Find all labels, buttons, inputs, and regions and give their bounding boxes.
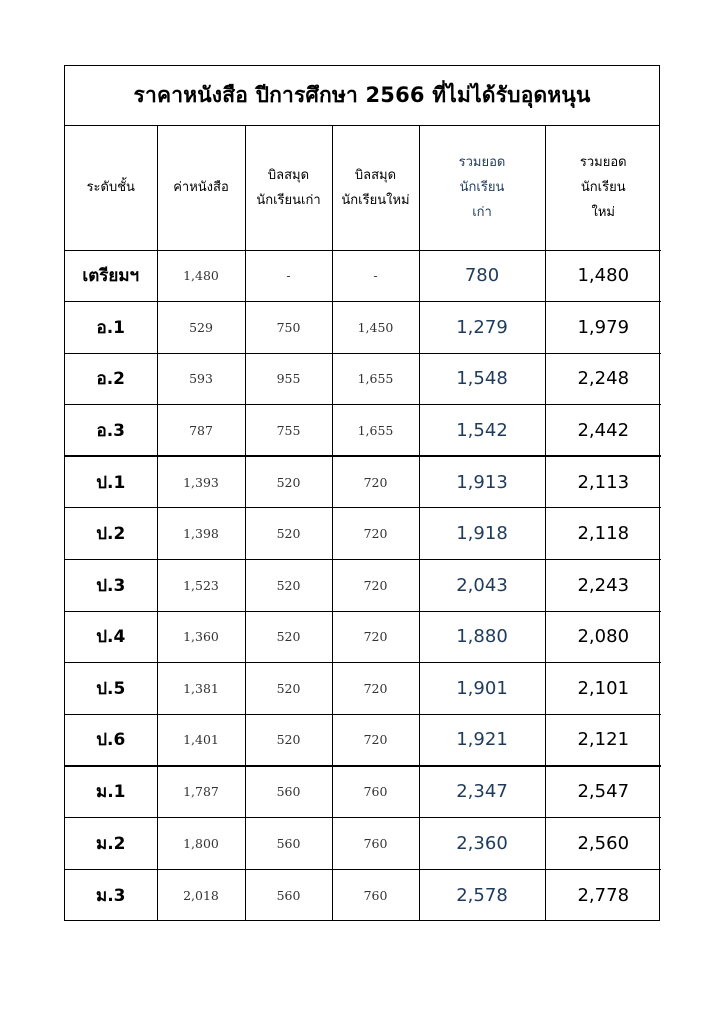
header-total-old: รวมยอด นักเรียน เก่า [419, 126, 545, 250]
cell-total-new: 2,101 [545, 663, 661, 715]
price-table [65, 126, 661, 921]
cell-total-new: 1,480 [545, 250, 661, 302]
cell-book-price: 1,381 [157, 663, 245, 715]
cell-total-old: 2,360 [419, 818, 545, 870]
cell-total-new: 1,979 [545, 302, 661, 354]
cell-bill-new: 760 [332, 869, 419, 921]
table-row [65, 302, 661, 354]
table-row [65, 869, 661, 921]
cell-bill-new: 720 [332, 560, 419, 612]
cell-bill-old: 520 [245, 611, 332, 663]
cell-bill-old: 750 [245, 302, 332, 354]
cell-bill-old: 520 [245, 456, 332, 508]
price-table-sheet [64, 65, 660, 921]
table-row [65, 714, 661, 766]
cell-total-old: 780 [419, 250, 545, 302]
cell-total-new: 2,442 [545, 405, 661, 457]
cell-total-old: 1,548 [419, 353, 545, 405]
cell-bill-new: 720 [332, 714, 419, 766]
cell-level: ม.3 [65, 869, 157, 921]
table-row [65, 508, 661, 560]
cell-total-old: 1,918 [419, 508, 545, 560]
cell-level: อ.1 [65, 302, 157, 354]
cell-total-old: 2,578 [419, 869, 545, 921]
cell-book-price: 1,360 [157, 611, 245, 663]
header-level: ระดับชั้น [65, 126, 157, 250]
cell-bill-old: 520 [245, 508, 332, 560]
cell-book-price: 1,800 [157, 818, 245, 870]
cell-total-new: 2,118 [545, 508, 661, 560]
header-book-price: ค่าหนังสือ [157, 126, 245, 250]
cell-level: อ.2 [65, 353, 157, 405]
cell-bill-new: 1,655 [332, 353, 419, 405]
cell-book-price: 593 [157, 353, 245, 405]
table-row [65, 250, 661, 302]
cell-total-old: 1,880 [419, 611, 545, 663]
cell-book-price: 1,401 [157, 714, 245, 766]
cell-bill-new: - [332, 250, 419, 302]
cell-level: อ.3 [65, 405, 157, 457]
cell-total-new: 2,547 [545, 766, 661, 818]
cell-total-old: 1,279 [419, 302, 545, 354]
header-bill-new: บิลสมุด นักเรียนใหม่ [332, 126, 419, 250]
cell-level: เตรียมฯ [65, 250, 157, 302]
cell-total-old: 1,921 [419, 714, 545, 766]
cell-level: ป.5 [65, 663, 157, 715]
cell-bill-old: 755 [245, 405, 332, 457]
table-row [65, 663, 661, 715]
cell-bill-old: 560 [245, 818, 332, 870]
cell-book-price: 529 [157, 302, 245, 354]
table-row [65, 611, 661, 663]
table-title: ราคาหนังสือ ปีการศึกษา 2566 ที่ไม่ได้รับอุดหนุน [65, 66, 659, 126]
table-row [65, 405, 661, 457]
cell-total-new: 2,113 [545, 456, 661, 508]
cell-book-price: 1,523 [157, 560, 245, 612]
cell-bill-new: 1,655 [332, 405, 419, 457]
cell-total-new: 2,243 [545, 560, 661, 612]
cell-bill-old: 520 [245, 714, 332, 766]
table-row [65, 353, 661, 405]
cell-total-old: 1,542 [419, 405, 545, 457]
header-row [65, 126, 661, 250]
cell-total-old: 1,913 [419, 456, 545, 508]
cell-level: ป.3 [65, 560, 157, 612]
cell-bill-new: 720 [332, 508, 419, 560]
cell-total-new: 2,560 [545, 818, 661, 870]
cell-level: ป.2 [65, 508, 157, 560]
cell-level: ป.6 [65, 714, 157, 766]
cell-bill-old: 520 [245, 663, 332, 715]
table-row [65, 456, 661, 508]
header-bill-old: บิลสมุด นักเรียนเก่า [245, 126, 332, 250]
cell-bill-old: 955 [245, 353, 332, 405]
cell-bill-old: 520 [245, 560, 332, 612]
cell-level: ป.4 [65, 611, 157, 663]
cell-total-new: 2,778 [577, 884, 630, 906]
table-row [65, 818, 661, 870]
cell-book-price: 1,787 [157, 766, 245, 818]
cell-bill-new: 720 [332, 611, 419, 663]
cell-book-price: 1,393 [157, 456, 245, 508]
table-row [65, 766, 661, 818]
table-body [65, 250, 661, 921]
cell-level: ม.2 [65, 818, 157, 870]
header-total-new: รวมยอด นักเรียน ใหม่ [545, 126, 661, 250]
cell-book-price: 1,398 [157, 508, 245, 560]
cell-bill-old: 560 [245, 869, 332, 921]
cell-book-price: 787 [157, 405, 245, 457]
cell-total-new: 2,248 [545, 353, 661, 405]
cell-level: ม.1 [65, 766, 157, 818]
cell-book-price: 2,018 [157, 869, 245, 921]
cell-bill-new: 760 [332, 818, 419, 870]
cell-total-new: 2,080 [545, 611, 661, 663]
cell-bill-new: 760 [332, 766, 419, 818]
cell-bill-new: 1,450 [332, 302, 419, 354]
cell-book-price: 1,480 [157, 250, 245, 302]
cell-bill-old: 560 [245, 766, 332, 818]
cell-total-new: 2,121 [545, 714, 661, 766]
cell-total-old: 2,347 [419, 766, 545, 818]
cell-level: ป.1 [65, 456, 157, 508]
cell-total-old: 1,901 [419, 663, 545, 715]
cell-bill-new: 720 [332, 663, 419, 715]
cell-bill-new: 720 [332, 456, 419, 508]
table-row [65, 560, 661, 612]
cell-total-old: 2,043 [419, 560, 545, 612]
cell-bill-old: - [245, 250, 332, 302]
